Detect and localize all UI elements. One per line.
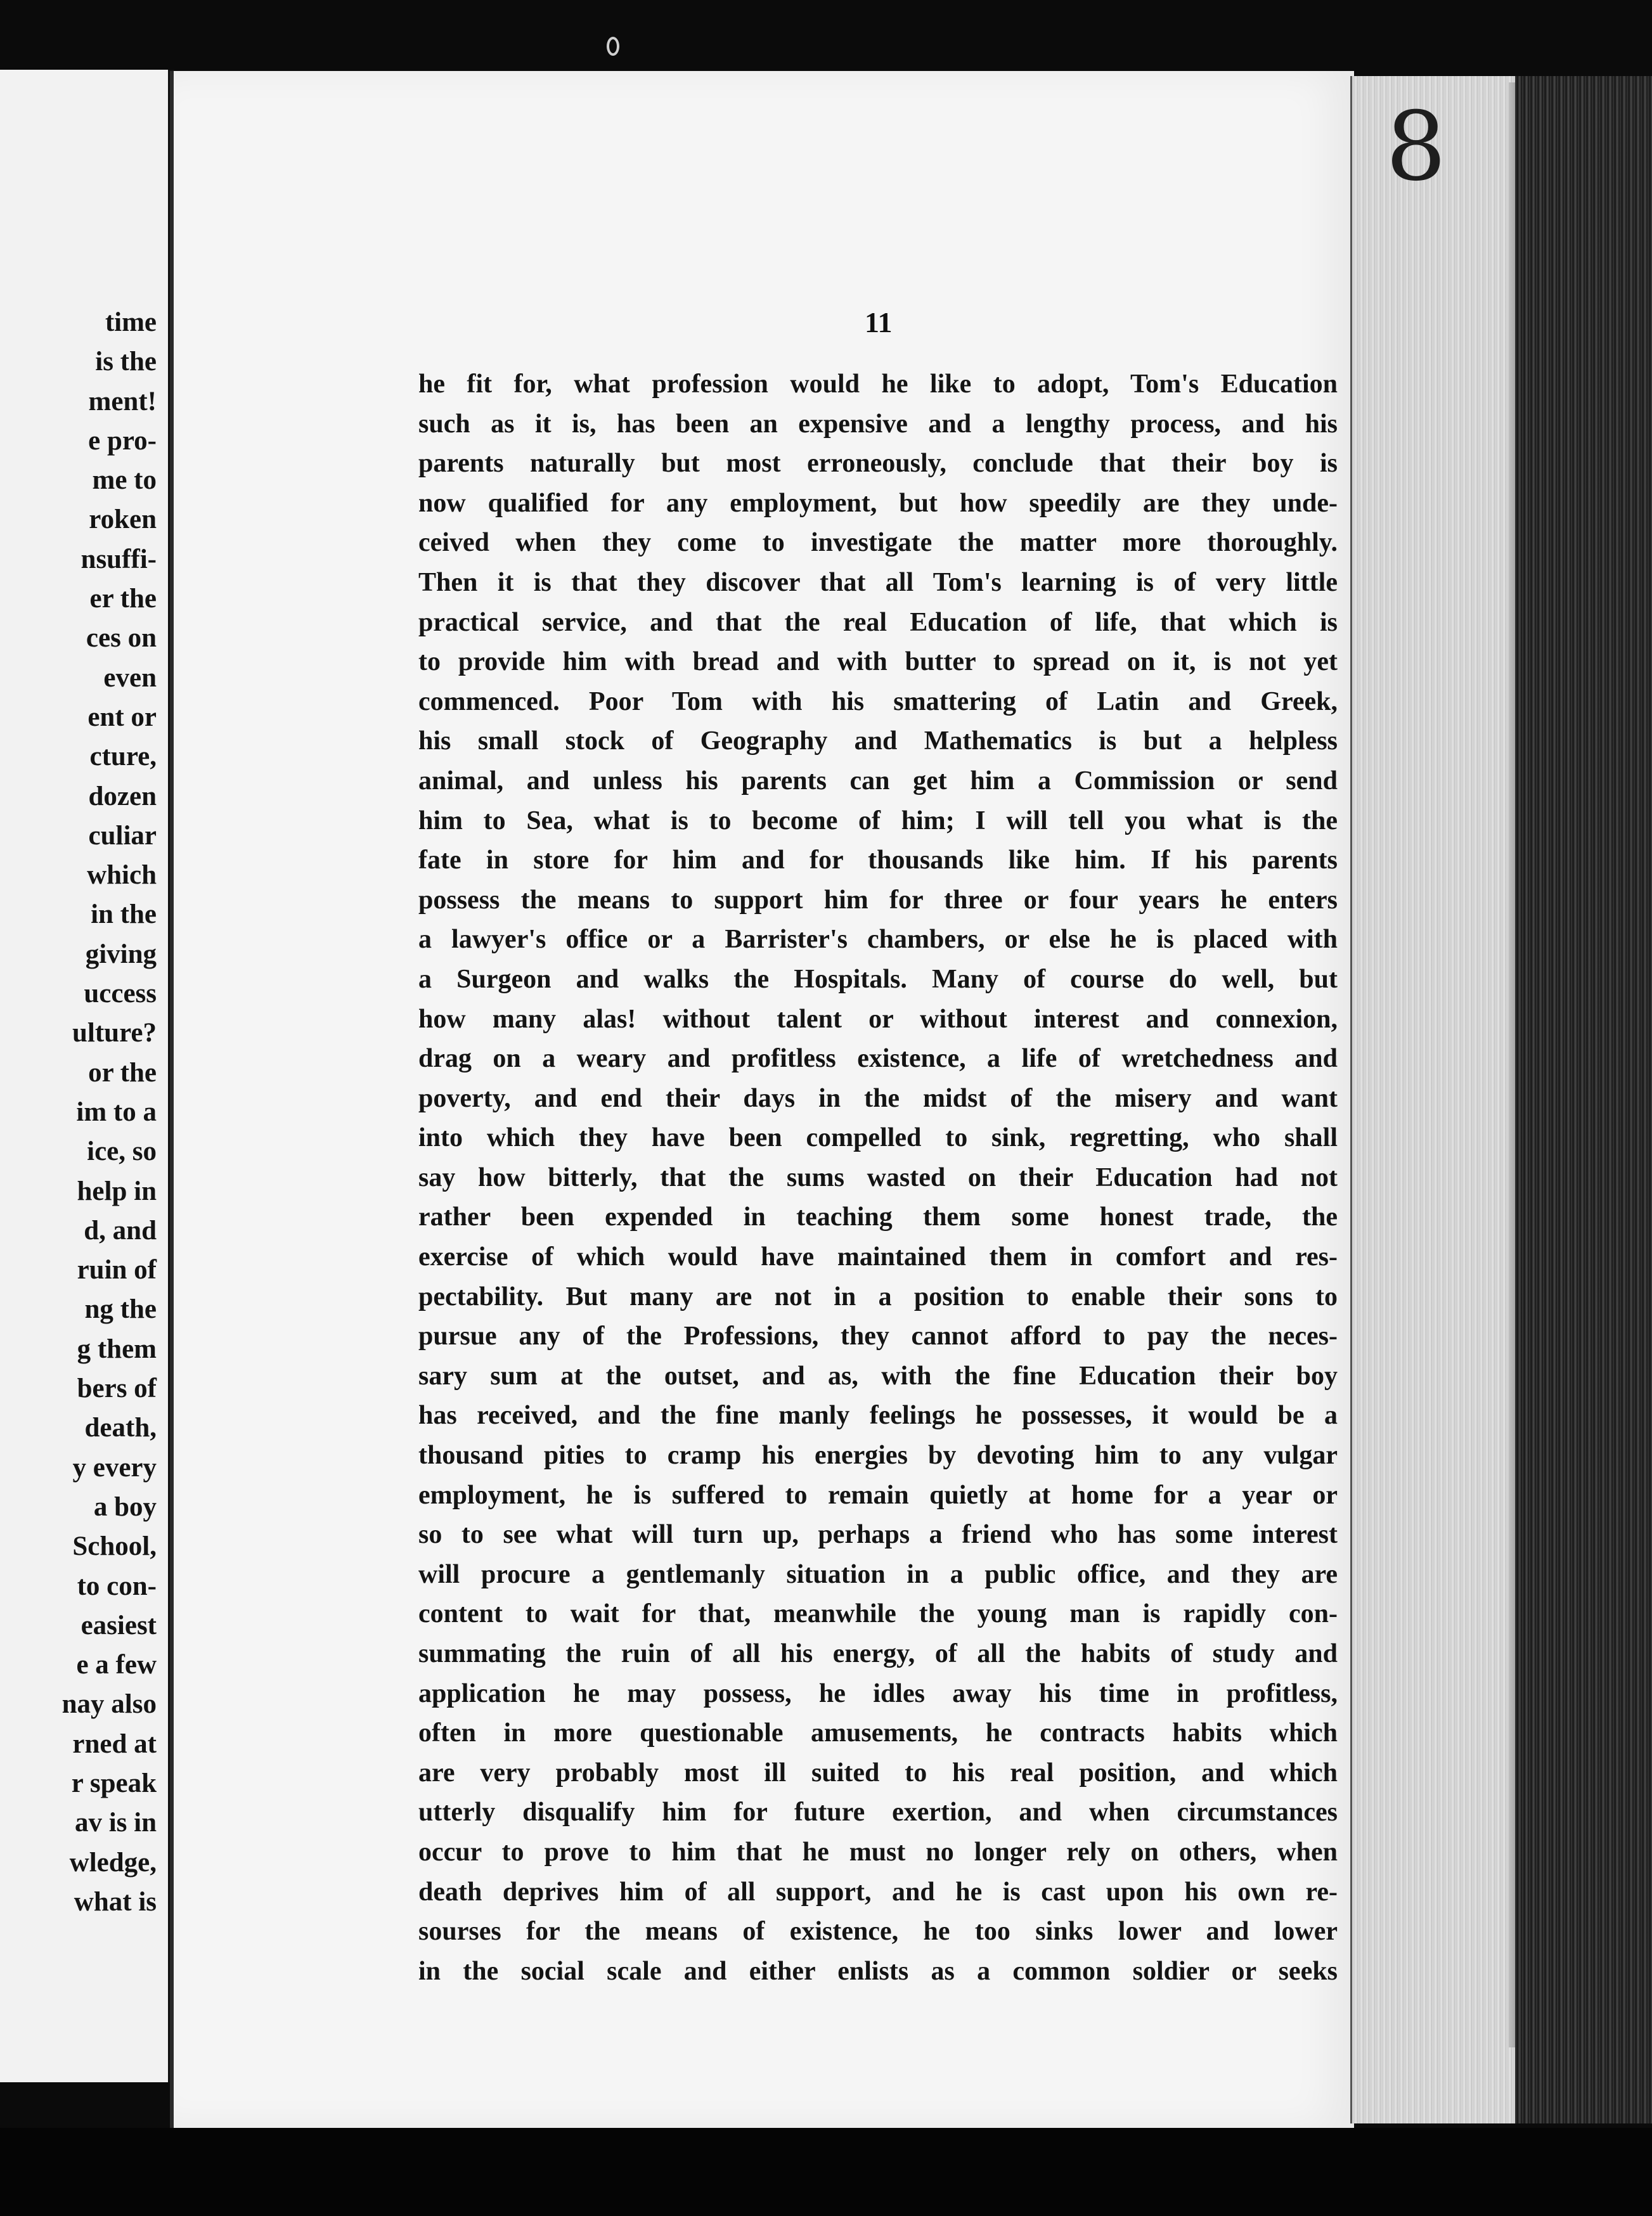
text-line: say how bitterly, that the sums wasted on their Education had not	[418, 1163, 1338, 1192]
left-page-line: e pro-	[88, 425, 157, 456]
left-page-line: School,	[72, 1531, 157, 1562]
text-line: death deprives him of all support, and he is cast upon his own re-	[418, 1877, 1338, 1907]
left-page-line: e a few	[76, 1650, 157, 1680]
left-page-line: even	[103, 662, 157, 693]
body-text	[418, 364, 1338, 1991]
text-line: will procure a gentlemanly situation in a public office, and they are	[418, 1559, 1338, 1589]
text-line: he fit for, what profession would he like to adopt, Tom's Education	[418, 370, 1338, 399]
text-line: application he may possess, he idles away his time in profitless,	[418, 1678, 1338, 1708]
left-page-line: av is in	[74, 1808, 157, 1838]
left-page-line: me to	[92, 465, 157, 496]
text-line: employment, he is suffered to remain quietly at home for a year or	[418, 1480, 1338, 1510]
text-line: poverty, and end their days in the midst of the misery and want	[418, 1083, 1338, 1113]
text-line: fate in store for him and for thousands like him. If his parents	[418, 846, 1338, 875]
text-line: a Surgeon and walks the Hospitals. Many of course do well, but	[418, 964, 1338, 994]
text-line: summating the ruin of all his energy, of all the habits of study and	[418, 1639, 1338, 1668]
main-page	[170, 71, 1354, 2128]
text-line: into which they have been compelled to sink, regretting, who shall	[418, 1123, 1338, 1153]
text-line: possess the means to support him for three or four years he enters	[418, 885, 1338, 915]
left-page-text	[62, 303, 157, 1922]
left-page-line: dozen	[88, 781, 157, 811]
text-line: how many alas! without talent or without interest and connexion,	[418, 1004, 1338, 1034]
left-page-line: what is	[74, 1886, 157, 1917]
left-page-line: nay also	[61, 1689, 157, 1720]
left-page-line: uccess	[84, 979, 157, 1009]
left-page-line: death,	[84, 1413, 157, 1443]
text-line: exercise of which would have maintained them in comfort and res-	[418, 1242, 1338, 1272]
text-line: pursue any of the Professions, they cannot afford to pay the neces-	[418, 1322, 1338, 1351]
scan-speck	[607, 37, 619, 56]
scan-shadow	[0, 2128, 1652, 2216]
text-line: occur to prove to him that he must no longer rely on others, when	[418, 1837, 1338, 1867]
left-page-line: culiar	[88, 820, 157, 851]
left-page-line: cture,	[89, 742, 157, 772]
left-page-line: nsuffi-	[81, 544, 157, 574]
left-page-line: ng the	[84, 1294, 157, 1325]
left-page-line: which	[87, 860, 157, 891]
text-line: drag on a weary and profitless existence, a life of wretchedness and	[418, 1044, 1338, 1074]
left-page-line: easiest	[81, 1610, 157, 1640]
left-page-line: or the	[88, 1057, 157, 1088]
left-page-line: wledge,	[69, 1847, 157, 1878]
text-line: his small stock of Geography and Mathematics is but a helpless	[418, 726, 1338, 756]
text-line: practical service, and that the real Education of life, that which is	[418, 607, 1338, 637]
page-edges	[1350, 76, 1517, 2123]
text-line: now qualified for any employment, but how speedily are they unde-	[418, 488, 1338, 518]
text-line: Then it is that they discover that all Tom's learning is of very little	[418, 567, 1338, 597]
text-line: pectability. But many are not in a position to enable their sons to	[418, 1282, 1338, 1311]
text-line: rather been expended in teaching them some honest trade, the	[418, 1202, 1338, 1232]
left-page-line: is the	[95, 347, 157, 377]
left-page-line: rned at	[72, 1729, 157, 1759]
left-page-line: er the	[89, 584, 157, 614]
left-page-line: ice, so	[87, 1137, 157, 1167]
left-page-line: a boy	[93, 1491, 157, 1522]
page-number: 11	[865, 306, 893, 338]
text-line: utterly disqualify him for future exertion, and when circumstances	[418, 1798, 1338, 1827]
left-page-line: ces on	[86, 623, 157, 654]
text-line: ceived when they come to investigate the matter more thoroughly.	[418, 528, 1338, 558]
left-page-line: im to a	[76, 1097, 157, 1127]
text-line: him to Sea, what is to become of him; I will tell you what is the	[418, 806, 1338, 835]
text-line: to provide him with bread and with butter to spread on it, is not yet	[418, 647, 1338, 677]
text-line: commenced. Poor Tom with his smattering of Latin and Greek,	[418, 686, 1338, 716]
left-page-line: ent or	[87, 702, 157, 732]
text-line: a lawyer's office or a Barrister's chambers, or else he is placed with	[418, 925, 1338, 955]
left-page-line: ment!	[88, 386, 157, 416]
left-page-line: in the	[91, 899, 157, 930]
left-facing-page	[0, 70, 174, 2082]
left-page-line: help in	[77, 1176, 157, 1206]
left-page-line: y every	[72, 1452, 157, 1483]
left-page-line: to con-	[77, 1571, 157, 1601]
left-page-line: r speak	[71, 1768, 157, 1798]
book-binding	[1515, 76, 1652, 2123]
left-page-line: time	[105, 307, 157, 337]
text-line: in the social scale and either enlists as a common soldier or seeks	[418, 1956, 1338, 1986]
left-page-line: ruin of	[77, 1255, 157, 1285]
text-line: thousand pities to cramp his energies by devoting him to any vulgar	[418, 1441, 1338, 1471]
text-line: parents naturally but most erroneously, conclude that their boy is	[418, 449, 1338, 479]
text-line: are very probably most ill suited to his real position, and which	[418, 1758, 1338, 1788]
text-line: animal, and unless his parents can get him a Commission or send	[418, 766, 1338, 796]
text-line: sary sum at the outset, and as, with the fine Education their boy	[418, 1361, 1338, 1391]
text-line: sourses for the means of existence, he too sinks lower and lower	[418, 1917, 1338, 1947]
text-line: so to see what will turn up, perhaps a friend who has some interest	[418, 1520, 1338, 1550]
text-line: such as it is, has been an expensive and a lengthy process, and his	[418, 409, 1338, 439]
left-page-line: giving	[85, 939, 157, 969]
left-page-line: g them	[77, 1334, 157, 1364]
text-line: content to wait for that, meanwhile the young man is rapidly con-	[418, 1599, 1338, 1629]
left-page-line: roken	[89, 505, 157, 535]
left-page-line: d, and	[84, 1215, 157, 1246]
text-line: often in more questionable amusements, he contracts habits which	[418, 1718, 1338, 1748]
text-line: has received, and the fine manly feelings he possesses, it would be a	[418, 1401, 1338, 1431]
margin-mark: 8	[1386, 92, 1447, 202]
left-page-line: bers of	[77, 1374, 157, 1404]
left-page-line: ulture?	[72, 1018, 157, 1048]
